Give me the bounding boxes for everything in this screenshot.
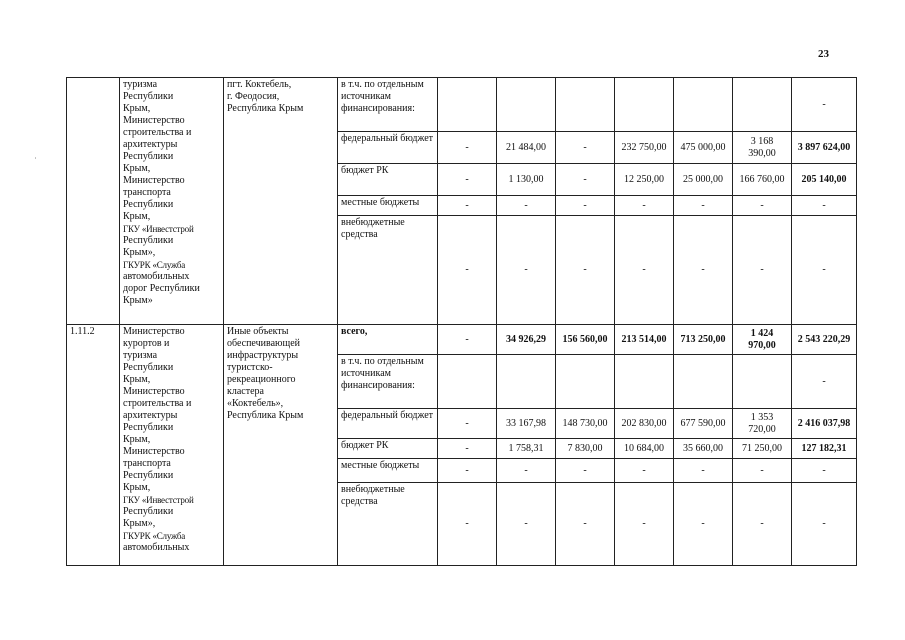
responsible-executors-line: Республики (123, 199, 174, 210)
item-number (67, 78, 120, 325)
object-location (224, 78, 338, 325)
object-location-line: кластера (227, 386, 264, 397)
year-value: - (438, 132, 497, 164)
total-value: - (792, 196, 857, 216)
year-value (615, 355, 674, 409)
total-value: - (792, 78, 857, 132)
year-value: 1 424 970,00 (733, 325, 792, 355)
year-value: - (615, 196, 674, 216)
year-value: - (615, 459, 674, 483)
year-value: 475 000,00 (674, 132, 733, 164)
year-value: - (674, 216, 733, 325)
responsible-executors-line: Республики (123, 91, 174, 102)
year-value (497, 355, 556, 409)
year-value (438, 355, 497, 409)
year-value: 1 353 720,00 (733, 409, 792, 439)
year-value: - (733, 459, 792, 483)
total-value: - (792, 216, 857, 325)
year-value: - (674, 196, 733, 216)
object-location-line: «Коктебель», (227, 398, 284, 409)
responsible-executors-line: Крым», (123, 518, 156, 529)
year-value: - (438, 483, 497, 566)
object-location-line: обеспечивающей (227, 338, 300, 349)
year-value (556, 355, 615, 409)
year-value: - (556, 459, 615, 483)
year-value: 713 250,00 (674, 325, 733, 355)
total-value: 2 416 037,98 (792, 409, 857, 439)
year-value: 10 684,00 (615, 439, 674, 459)
year-value: - (615, 216, 674, 325)
object-location-line: инфраструктуры (227, 350, 299, 361)
responsible-executors-line: архитектуры (123, 410, 178, 421)
year-value: - (438, 459, 497, 483)
responsible-executors-line: дорог Республики (123, 283, 200, 294)
year-value (674, 355, 733, 409)
responsible-executors-line: Крым, (123, 434, 151, 445)
scan-mark: ˙ (34, 156, 37, 166)
funding-source: федеральный бюджет (338, 409, 438, 439)
year-value: 3 168 390,00 (733, 132, 792, 164)
year-value: - (733, 216, 792, 325)
responsible-executors-line: Республики (123, 470, 174, 481)
funding-source: внебюджетные средства (338, 216, 438, 325)
responsible-executors-line: Крым», (123, 247, 156, 258)
object-location-line: Республика Крым (227, 103, 304, 114)
financing-table (66, 77, 857, 566)
year-value: - (556, 132, 615, 164)
year-value (615, 78, 674, 132)
responsible-executors-line: Министерство (123, 115, 185, 126)
funding-source: местные бюджеты (338, 196, 438, 216)
funding-source: в т.ч. по отдельным источникам финансирования: (338, 78, 438, 132)
year-value (556, 78, 615, 132)
object-location (224, 325, 338, 566)
object-location-line: туристско- (227, 362, 273, 373)
year-value: - (438, 216, 497, 325)
year-value: 156 560,00 (556, 325, 615, 355)
responsible-executors-line: Республики (123, 506, 174, 517)
total-value: 205 140,00 (792, 164, 857, 196)
responsible-executors-line: ГКУРК «Служба (123, 260, 186, 270)
year-value: 71 250,00 (733, 439, 792, 459)
responsible-executors-line: автомобильных (123, 542, 190, 553)
table-row (67, 325, 857, 355)
responsible-executors-line: Министерство (123, 326, 185, 337)
year-value: - (497, 196, 556, 216)
object-location-line: Иные объекты (227, 326, 289, 337)
total-value: 2 543 220,29 (792, 325, 857, 355)
responsible-executors-line: Республики (123, 151, 174, 162)
year-value (733, 78, 792, 132)
year-value (497, 78, 556, 132)
year-value: - (556, 164, 615, 196)
year-value: - (556, 483, 615, 566)
page-number: 23 (818, 48, 829, 60)
total-value: - (792, 459, 857, 483)
object-location-line: Республика Крым (227, 410, 304, 421)
year-value: - (438, 196, 497, 216)
year-value: 232 750,00 (615, 132, 674, 164)
year-value: - (497, 216, 556, 325)
responsible-executors-line: Министерство (123, 175, 185, 186)
responsible-executors-line: Крым, (123, 163, 151, 174)
year-value: 7 830,00 (556, 439, 615, 459)
object-location-line: рекреационного (227, 374, 296, 385)
responsible-executors-line: Крым, (123, 374, 151, 385)
year-value: - (674, 459, 733, 483)
funding-source: внебюджетные средства (338, 483, 438, 566)
responsible-executors-line: строительства и (123, 398, 192, 409)
responsible-executors-line: Министерство (123, 386, 185, 397)
year-value: 25 000,00 (674, 164, 733, 196)
year-value: - (497, 459, 556, 483)
funding-source: местные бюджеты (338, 459, 438, 483)
responsible-executors (120, 78, 224, 325)
year-value: 33 167,98 (497, 409, 556, 439)
year-value: - (556, 196, 615, 216)
year-value: 21 484,00 (497, 132, 556, 164)
year-value: - (497, 483, 556, 566)
responsible-executors-line: туризма (123, 79, 158, 90)
responsible-executors-line: Крым» (123, 295, 153, 306)
year-value: - (733, 483, 792, 566)
year-value: - (438, 164, 497, 196)
year-value (674, 78, 733, 132)
responsible-executors-line: туризма (123, 350, 158, 361)
responsible-executors-line: Крым, (123, 103, 151, 114)
year-value: - (438, 409, 497, 439)
responsible-executors-line: строительства и (123, 127, 192, 138)
responsible-executors-line: Министерство (123, 446, 185, 457)
year-value: 35 660,00 (674, 439, 733, 459)
year-value (438, 78, 497, 132)
responsible-executors-line: курортов и (123, 338, 170, 349)
funding-source: всего, (338, 325, 438, 355)
year-value: 34 926,29 (497, 325, 556, 355)
responsible-executors-line: Крым, (123, 482, 151, 493)
year-value: 1 130,00 (497, 164, 556, 196)
year-value: - (438, 439, 497, 459)
responsible-executors-line: транспорта (123, 187, 171, 198)
funding-source: бюджет РК (338, 439, 438, 459)
year-value: 12 250,00 (615, 164, 674, 196)
responsible-executors-line: Республики (123, 362, 174, 373)
year-value: 166 760,00 (733, 164, 792, 196)
total-value: 127 182,31 (792, 439, 857, 459)
year-value: 1 758,31 (497, 439, 556, 459)
year-value: - (556, 216, 615, 325)
total-value: - (792, 483, 857, 566)
responsible-executors-line: Крым, (123, 211, 151, 222)
table-row (67, 78, 857, 132)
year-value (733, 355, 792, 409)
object-location-line: г. Феодосия, (227, 91, 280, 102)
responsible-executors-line: ГКУРК «Служба (123, 531, 186, 541)
responsible-executors-line: транспорта (123, 458, 171, 469)
responsible-executors-line: архитектуры (123, 139, 178, 150)
funding-source: в т.ч. по отдельным источникам финансирования: (338, 355, 438, 409)
year-value: - (674, 483, 733, 566)
year-value: 202 830,00 (615, 409, 674, 439)
year-value: - (615, 483, 674, 566)
year-value: - (733, 196, 792, 216)
year-value: 677 590,00 (674, 409, 733, 439)
funding-source: бюджет РК (338, 164, 438, 196)
responsible-executors-line: ГКУ «Инвестстрой (123, 495, 194, 505)
responsible-executors-line: Республики (123, 422, 174, 433)
year-value: 213 514,00 (615, 325, 674, 355)
object-location-line: пгт. Коктебель, (227, 79, 292, 90)
responsible-executors (120, 325, 224, 566)
item-number: 1.11.2 (67, 325, 120, 566)
year-value: - (438, 325, 497, 355)
funding-source: федеральный бюджет (338, 132, 438, 164)
year-value: 148 730,00 (556, 409, 615, 439)
total-value: 3 897 624,00 (792, 132, 857, 164)
responsible-executors-line: ГКУ «Инвестстрой (123, 224, 194, 234)
responsible-executors-line: автомобильных (123, 271, 190, 282)
total-value: - (792, 355, 857, 409)
responsible-executors-line: Республики (123, 235, 174, 246)
